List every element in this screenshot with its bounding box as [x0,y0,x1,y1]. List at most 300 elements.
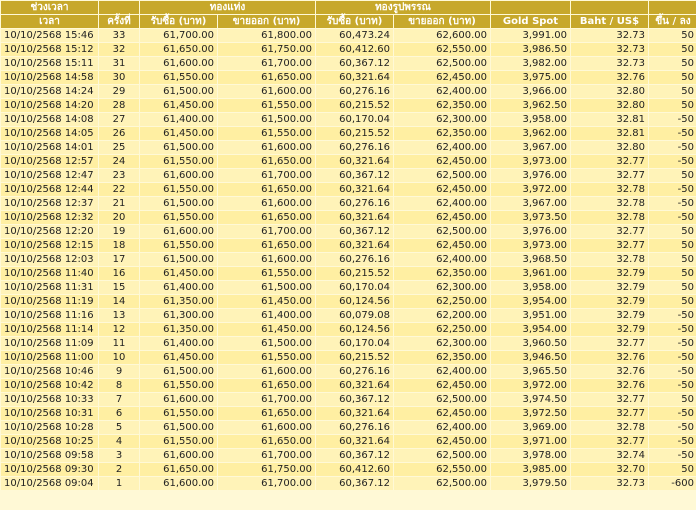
cell-ornament-buy: 60,276.16 [316,365,393,378]
cell-bar-buy: 61,450.00 [140,99,217,112]
cell-bar-sell: 61,450.00 [218,295,315,308]
cell-bar-sell: 61,600.00 [218,253,315,266]
cell-round: 18 [99,239,139,252]
cell-gold-spot: 3,968.50 [491,253,570,266]
cell-ornament-sell: 62,400.00 [394,197,490,210]
cell-ornament-sell: 62,550.00 [394,463,490,476]
cell-baht-usd: 32.79 [571,309,648,322]
cell-round: 24 [99,155,139,168]
table-row [1,379,696,392]
cell-round: 21 [99,197,139,210]
cell-round: 27 [99,113,139,126]
cell-round: 20 [99,211,139,224]
cell-bar-buy: 61,650.00 [140,43,217,56]
cell-gold-spot: 3,954.00 [491,295,570,308]
cell-baht-usd: 32.77 [571,407,648,420]
cell-time: 10/10/2568 10:31 [1,407,98,420]
cell-ornament-buy: 60,321.64 [316,183,393,196]
cell-bar-sell: 61,700.00 [218,57,315,70]
cell-bar-sell: 61,650.00 [218,435,315,448]
cell-round: 10 [99,351,139,364]
cell-gold-spot: 3,967.00 [491,141,570,154]
table-row [1,239,696,252]
group-header-gold-bar: ทองแท่ง [140,1,315,14]
cell-round: 6 [99,407,139,420]
cell-ornament-buy: 60,367.12 [316,393,393,406]
cell-ornament-sell: 62,450.00 [394,71,490,84]
cell-round: 31 [99,57,139,70]
cell-change: -50 [649,435,696,448]
cell-bar-sell: 61,650.00 [218,183,315,196]
cell-ornament-sell: 62,450.00 [394,155,490,168]
cell-bar-buy: 61,550.00 [140,407,217,420]
cell-ornament-sell: 62,600.00 [394,29,490,42]
col-header-baht-usd: Baht / US$ [571,15,648,28]
cell-bar-buy: 61,600.00 [140,57,217,70]
table-row [1,421,696,434]
cell-ornament-sell: 62,250.00 [394,295,490,308]
cell-baht-usd: 32.73 [571,43,648,56]
cell-ornament-buy: 60,321.64 [316,379,393,392]
cell-change: -50 [649,211,696,224]
cell-time: 10/10/2568 12:03 [1,253,98,266]
cell-change: 50 [649,253,696,266]
cell-ornament-buy: 60,412.60 [316,43,393,56]
cell-change: 50 [649,57,696,70]
table-row [1,365,696,378]
cell-round: 17 [99,253,139,266]
cell-round: 33 [99,29,139,42]
cell-gold-spot: 3,960.50 [491,337,570,350]
cell-round: 25 [99,141,139,154]
cell-time: 10/10/2568 12:15 [1,239,98,252]
cell-bar-buy: 61,550.00 [140,71,217,84]
cell-change: -50 [649,113,696,126]
table-row [1,29,696,42]
cell-time: 10/10/2568 15:46 [1,29,98,42]
cell-round: 23 [99,169,139,182]
cell-baht-usd: 32.81 [571,127,648,140]
cell-time: 10/10/2568 14:08 [1,113,98,126]
cell-time: 10/10/2568 14:58 [1,71,98,84]
cell-gold-spot: 3,973.50 [491,211,570,224]
cell-bar-sell: 61,700.00 [218,225,315,238]
cell-baht-usd: 32.78 [571,197,648,210]
cell-bar-buy: 61,550.00 [140,435,217,448]
cell-time: 10/10/2568 09:04 [1,477,98,490]
cell-ornament-sell: 62,350.00 [394,351,490,364]
cell-change: 50 [649,225,696,238]
cell-ornament-sell: 62,450.00 [394,183,490,196]
cell-time: 10/10/2568 12:44 [1,183,98,196]
cell-bar-buy: 61,550.00 [140,155,217,168]
cell-change: 50 [649,463,696,476]
table-row [1,183,696,196]
cell-time: 10/10/2568 10:33 [1,393,98,406]
cell-baht-usd: 32.78 [571,183,648,196]
cell-bar-buy: 61,600.00 [140,449,217,462]
col-header-round: ครั้งที่ [99,15,139,28]
cell-bar-sell: 61,800.00 [218,29,315,42]
cell-bar-sell: 61,550.00 [218,351,315,364]
cell-ornament-buy: 60,367.12 [316,225,393,238]
cell-baht-usd: 32.76 [571,351,648,364]
cell-time: 10/10/2568 12:20 [1,225,98,238]
cell-time: 10/10/2568 10:25 [1,435,98,448]
cell-ornament-buy: 60,215.52 [316,127,393,140]
cell-gold-spot: 3,967.00 [491,197,570,210]
cell-change: -50 [649,309,696,322]
table-row [1,407,696,420]
cell-baht-usd: 32.80 [571,99,648,112]
group-header-row [1,1,696,14]
cell-ornament-sell: 62,450.00 [394,435,490,448]
cell-gold-spot: 3,986.50 [491,43,570,56]
cell-round: 12 [99,323,139,336]
cell-time: 10/10/2568 14:05 [1,127,98,140]
cell-change: -50 [649,183,696,196]
cell-bar-sell: 61,400.00 [218,309,315,322]
column-header-row [1,15,696,28]
cell-time: 10/10/2568 09:30 [1,463,98,476]
cell-baht-usd: 32.79 [571,295,648,308]
table-row [1,169,696,182]
table-row [1,295,696,308]
col-header-change: ขึ้น / ลง [649,15,696,28]
cell-round: 2 [99,463,139,476]
cell-baht-usd: 32.78 [571,253,648,266]
cell-ornament-buy: 60,321.64 [316,239,393,252]
cell-bar-sell: 61,650.00 [218,71,315,84]
cell-baht-usd: 32.77 [571,155,648,168]
cell-ornament-sell: 62,450.00 [394,407,490,420]
cell-gold-spot: 3,958.00 [491,113,570,126]
cell-bar-sell: 61,550.00 [218,99,315,112]
cell-bar-buy: 61,300.00 [140,309,217,322]
cell-baht-usd: 32.73 [571,477,648,490]
cell-time: 10/10/2568 09:58 [1,449,98,462]
cell-ornament-sell: 62,400.00 [394,421,490,434]
cell-round: 29 [99,85,139,98]
cell-gold-spot: 3,979.50 [491,477,570,490]
cell-ornament-buy: 60,170.04 [316,113,393,126]
table-row [1,85,696,98]
cell-gold-spot: 3,958.00 [491,281,570,294]
cell-bar-buy: 61,700.00 [140,29,217,42]
cell-baht-usd: 32.77 [571,225,648,238]
cell-time: 10/10/2568 11:00 [1,351,98,364]
cell-ornament-buy: 60,321.64 [316,155,393,168]
cell-round: 8 [99,379,139,392]
cell-bar-buy: 61,400.00 [140,337,217,350]
cell-ornament-buy: 60,170.04 [316,337,393,350]
cell-bar-buy: 61,500.00 [140,365,217,378]
cell-time: 10/10/2568 10:46 [1,365,98,378]
cell-gold-spot: 3,982.00 [491,57,570,70]
cell-ornament-buy: 60,276.16 [316,197,393,210]
cell-ornament-buy: 60,367.12 [316,449,393,462]
table-row [1,127,696,140]
cell-change: 50 [649,281,696,294]
cell-ornament-buy: 60,276.16 [316,253,393,266]
cell-ornament-buy: 60,215.52 [316,99,393,112]
cell-ornament-buy: 60,412.60 [316,463,393,476]
cell-time: 10/10/2568 10:42 [1,379,98,392]
table-row [1,337,696,350]
col-header-bar-buy: รับซื้อ (บาท) [140,15,217,28]
cell-bar-buy: 61,600.00 [140,169,217,182]
cell-bar-buy: 61,400.00 [140,113,217,126]
cell-bar-buy: 61,450.00 [140,127,217,140]
cell-time: 10/10/2568 12:32 [1,211,98,224]
col-header-time: เวลา [1,15,98,28]
cell-change: 50 [649,239,696,252]
cell-gold-spot: 3,973.00 [491,155,570,168]
cell-ornament-sell: 62,450.00 [394,211,490,224]
cell-ornament-sell: 62,500.00 [394,449,490,462]
cell-bar-buy: 61,600.00 [140,477,217,490]
cell-bar-buy: 61,450.00 [140,351,217,364]
table-row [1,57,696,70]
cell-ornament-sell: 62,500.00 [394,393,490,406]
cell-time: 10/10/2568 11:31 [1,281,98,294]
cell-ornament-buy: 60,215.52 [316,267,393,280]
cell-ornament-buy: 60,276.16 [316,421,393,434]
cell-bar-buy: 61,500.00 [140,85,217,98]
cell-round: 22 [99,183,139,196]
col-header-ornament-sell: ขายออก (บาท) [394,15,490,28]
cell-bar-sell: 61,450.00 [218,323,315,336]
cell-bar-sell: 61,600.00 [218,421,315,434]
cell-gold-spot: 3,976.00 [491,225,570,238]
cell-bar-sell: 61,600.00 [218,141,315,154]
cell-baht-usd: 32.78 [571,421,648,434]
col-header-bar-sell: ขายออก (บาท) [218,15,315,28]
cell-ornament-sell: 62,250.00 [394,323,490,336]
cell-change: 50 [649,85,696,98]
cell-time: 10/10/2568 10:28 [1,421,98,434]
cell-baht-usd: 32.73 [571,29,648,42]
table-row [1,141,696,154]
table-row [1,225,696,238]
cell-ornament-sell: 62,350.00 [394,127,490,140]
table-row [1,351,696,364]
cell-round: 4 [99,435,139,448]
cell-round: 14 [99,295,139,308]
table-row [1,43,696,56]
col-header-ornament-buy: รับซื้อ (บาท) [316,15,393,28]
cell-round: 9 [99,365,139,378]
group-header-blank [571,1,648,14]
cell-change: -50 [649,421,696,434]
cell-gold-spot: 3,976.00 [491,169,570,182]
cell-gold-spot: 3,973.00 [491,239,570,252]
cell-gold-spot: 3,962.50 [491,99,570,112]
cell-time: 10/10/2568 12:47 [1,169,98,182]
cell-baht-usd: 32.80 [571,141,648,154]
cell-baht-usd: 32.74 [571,449,648,462]
cell-gold-spot: 3,975.00 [491,71,570,84]
cell-bar-buy: 61,350.00 [140,295,217,308]
cell-change: -50 [649,155,696,168]
cell-bar-sell: 61,650.00 [218,211,315,224]
group-header-gold-ornament: ทองรูปพรรณ [316,1,490,14]
cell-ornament-sell: 62,400.00 [394,141,490,154]
cell-round: 28 [99,99,139,112]
cell-bar-buy: 61,550.00 [140,239,217,252]
cell-bar-sell: 61,500.00 [218,281,315,294]
cell-baht-usd: 32.76 [571,365,648,378]
cell-change: 50 [649,43,696,56]
cell-round: 19 [99,225,139,238]
cell-baht-usd: 32.76 [571,71,648,84]
cell-ornament-sell: 62,300.00 [394,281,490,294]
cell-gold-spot: 3,951.00 [491,309,570,322]
cell-ornament-sell: 62,450.00 [394,239,490,252]
cell-change: 50 [649,71,696,84]
cell-change: -50 [649,365,696,378]
cell-time: 10/10/2568 11:09 [1,337,98,350]
cell-ornament-sell: 62,300.00 [394,113,490,126]
cell-ornament-buy: 60,321.64 [316,407,393,420]
group-header-period: ช่วงเวลา [1,1,98,14]
table-row [1,211,696,224]
cell-time: 10/10/2568 11:40 [1,267,98,280]
cell-bar-sell: 61,550.00 [218,127,315,140]
cell-change: -50 [649,351,696,364]
cell-ornament-buy: 60,321.64 [316,211,393,224]
cell-bar-sell: 61,650.00 [218,239,315,252]
cell-time: 10/10/2568 14:24 [1,85,98,98]
cell-change: -600 [649,477,696,490]
cell-bar-buy: 61,500.00 [140,253,217,266]
cell-ornament-sell: 62,500.00 [394,477,490,490]
cell-bar-sell: 61,650.00 [218,155,315,168]
cell-ornament-sell: 62,200.00 [394,309,490,322]
cell-bar-sell: 61,650.00 [218,407,315,420]
table-row [1,71,696,84]
table-row [1,449,696,462]
cell-change: 50 [649,169,696,182]
table-row [1,393,696,406]
cell-bar-sell: 61,700.00 [218,449,315,462]
cell-round: 30 [99,71,139,84]
cell-bar-buy: 61,500.00 [140,197,217,210]
cell-bar-buy: 61,450.00 [140,267,217,280]
cell-ornament-sell: 62,500.00 [394,225,490,238]
table-row [1,309,696,322]
cell-baht-usd: 32.77 [571,169,648,182]
cell-ornament-buy: 60,276.16 [316,141,393,154]
cell-ornament-buy: 60,124.56 [316,323,393,336]
cell-ornament-sell: 62,350.00 [394,267,490,280]
group-header-blank [491,1,570,14]
cell-bar-buy: 61,500.00 [140,141,217,154]
cell-bar-sell: 61,600.00 [218,365,315,378]
cell-bar-sell: 61,650.00 [218,379,315,392]
cell-change: 50 [649,295,696,308]
cell-round: 5 [99,421,139,434]
cell-bar-buy: 61,600.00 [140,225,217,238]
cell-time: 10/10/2568 14:01 [1,141,98,154]
cell-change: -50 [649,337,696,350]
cell-baht-usd: 32.80 [571,85,648,98]
cell-bar-buy: 61,500.00 [140,421,217,434]
cell-change: 50 [649,29,696,42]
cell-time: 10/10/2568 11:16 [1,309,98,322]
cell-gold-spot: 3,965.50 [491,365,570,378]
table-row [1,253,696,266]
table-row [1,281,696,294]
cell-change: 50 [649,267,696,280]
cell-baht-usd: 32.77 [571,239,648,252]
cell-gold-spot: 3,978.00 [491,449,570,462]
cell-gold-spot: 3,954.00 [491,323,570,336]
cell-gold-spot: 3,991.00 [491,29,570,42]
cell-ornament-buy: 60,124.56 [316,295,393,308]
cell-bar-sell: 61,600.00 [218,197,315,210]
cell-round: 1 [99,477,139,490]
cell-ornament-sell: 62,550.00 [394,43,490,56]
col-header-gold-spot: Gold Spot [491,15,570,28]
cell-change: 50 [649,393,696,406]
cell-baht-usd: 32.77 [571,337,648,350]
cell-gold-spot: 3,972.50 [491,407,570,420]
cell-bar-sell: 61,700.00 [218,393,315,406]
cell-change: -50 [649,407,696,420]
cell-ornament-buy: 60,321.64 [316,435,393,448]
cell-baht-usd: 32.79 [571,323,648,336]
cell-ornament-buy: 60,367.12 [316,477,393,490]
cell-round: 13 [99,309,139,322]
cell-bar-sell: 61,500.00 [218,337,315,350]
table-row [1,267,696,280]
cell-change: -50 [649,379,696,392]
cell-baht-usd: 32.70 [571,463,648,476]
cell-round: 15 [99,281,139,294]
cell-ornament-sell: 62,500.00 [394,57,490,70]
cell-ornament-sell: 62,350.00 [394,99,490,112]
cell-ornament-buy: 60,276.16 [316,85,393,98]
cell-bar-sell: 61,700.00 [218,477,315,490]
cell-bar-buy: 61,350.00 [140,323,217,336]
cell-ornament-sell: 62,400.00 [394,85,490,98]
cell-bar-buy: 61,600.00 [140,393,217,406]
cell-baht-usd: 32.79 [571,267,648,280]
cell-ornament-buy: 60,170.04 [316,281,393,294]
cell-ornament-buy: 60,473.24 [316,29,393,42]
cell-bar-buy: 61,550.00 [140,379,217,392]
cell-time: 10/10/2568 11:19 [1,295,98,308]
cell-gold-spot: 3,974.50 [491,393,570,406]
cell-ornament-buy: 60,079.08 [316,309,393,322]
cell-change: 50 [649,99,696,112]
cell-ornament-sell: 62,500.00 [394,169,490,182]
cell-time: 10/10/2568 14:20 [1,99,98,112]
cell-gold-spot: 3,972.00 [491,183,570,196]
table-row [1,99,696,112]
cell-gold-spot: 3,961.00 [491,267,570,280]
table-row [1,463,696,476]
cell-baht-usd: 32.78 [571,211,648,224]
cell-gold-spot: 3,966.00 [491,85,570,98]
table-row [1,155,696,168]
cell-time: 10/10/2568 15:12 [1,43,98,56]
cell-change: -50 [649,141,696,154]
cell-round: 11 [99,337,139,350]
cell-change: -50 [649,449,696,462]
cell-gold-spot: 3,985.00 [491,463,570,476]
